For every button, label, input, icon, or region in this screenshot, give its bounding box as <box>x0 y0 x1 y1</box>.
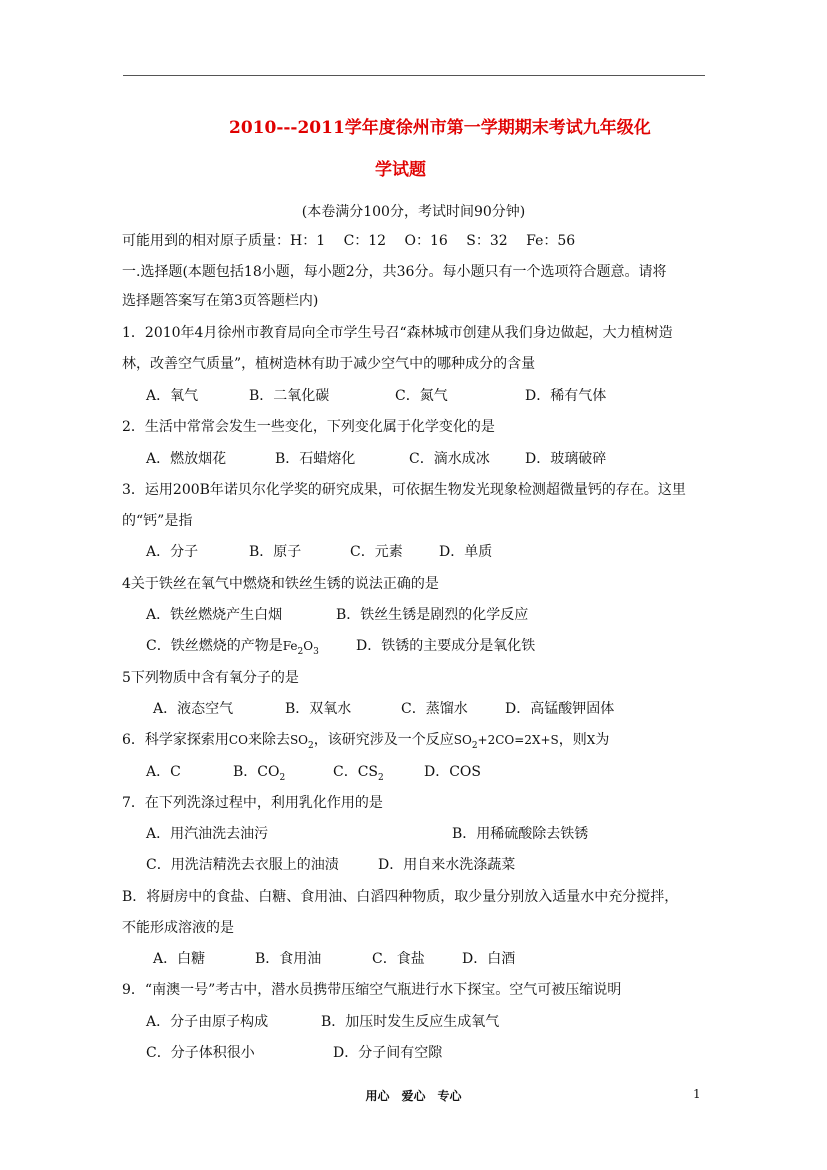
q6-so-sub: 2 <box>308 740 314 751</box>
q6-so: SO <box>289 733 309 747</box>
question-8-line-2: 不能形成溶液的是 <box>122 920 234 936</box>
q6-option-d: D．COS <box>424 764 482 780</box>
question-7-line-1: 7．在下列洗涤过程中，利用乳化作用的是 <box>122 795 383 811</box>
q6-text-1: 6．科学家探索用 <box>122 732 229 748</box>
q1-option-c: C．氮气 <box>395 388 448 404</box>
q6-x: X <box>586 733 596 747</box>
q4-formula-fe: Fe <box>282 639 298 653</box>
q2-option-d: D．玻璃破碎 <box>525 451 607 467</box>
q6-option-b-sub: 2 <box>279 772 286 783</box>
q6-reaction-sub: 2 <box>471 740 478 751</box>
q5-option-c: C．蒸馏水 <box>401 701 468 717</box>
q4-option-c-text: C．铁丝燃烧的产物是 <box>146 638 283 654</box>
q9-option-d: D．分子间有空隙 <box>333 1045 443 1061</box>
atomic-masses: 可能用到的相对原子质量：H：1 C：12 O：16 S：32 Fe：56 <box>122 233 576 249</box>
question-6-line-1 <box>122 731 609 755</box>
question-4-line-1: 4关于铁丝在氧气中燃烧和铁丝生锈的说法正确的是 <box>122 576 439 592</box>
q6-option-b <box>233 763 285 787</box>
q9-option-a: A．分子由原子构成 <box>146 1014 269 1030</box>
q1-option-b: B．二氧化碳 <box>249 388 330 404</box>
q4-formula-sub-3: 3 <box>313 646 319 657</box>
q3-option-a: A．分子 <box>146 544 199 560</box>
question-5-line-1: 5下列物质中含有氧分子的是 <box>122 670 299 686</box>
q6-option-c-sub: 2 <box>378 772 384 783</box>
q6-option-c <box>333 763 384 787</box>
q4-option-d: D．铁锈的主要成分是氧化铁 <box>356 638 536 654</box>
q6-co: CO <box>228 733 248 747</box>
question-9-line-1: 9．“南澳一号”考古中，潜水员携带压缩空气瓶进行水下探宝。空气可被压缩说明 <box>122 982 622 998</box>
q6-text-3: ，该研究涉及一个反应 <box>313 732 454 748</box>
q6-text-2: 来除去 <box>247 732 290 748</box>
q5-option-a: A．液态空气 <box>153 701 234 717</box>
q8-option-a: A．白糖 <box>153 951 206 967</box>
question-3-line-2: 的“钙”是指 <box>122 513 193 529</box>
question-2-line-1: 2．生活中常常会发生一些变化，下列变化属于化学变化的是 <box>122 419 495 435</box>
q1-option-a: A．氧气 <box>146 388 199 404</box>
question-1-line-1: 1．2010年4月徐州市教育局向全市学生号召“森林城市创建从我们身边做起，大力植树造 <box>122 325 673 341</box>
q7-option-b: B．用稀硫酸除去铁锈 <box>452 826 589 842</box>
q3-option-b: B．原子 <box>249 544 302 560</box>
q7-option-a: A．用汽油洗去油污 <box>146 826 269 842</box>
q4-option-b: B．铁丝生锈是剧烈的化学反应 <box>336 607 529 623</box>
q5-option-b: B．双氧水 <box>285 701 352 717</box>
section-instructions-1: 一.选择题(本题包括18小题，每小题2分，共36分。每小题只有一个选项符合题意。请将 <box>122 264 667 280</box>
q9-option-c: C．分子体积很小 <box>146 1045 255 1061</box>
q9-option-b: B．加压时发生反应生成氧气 <box>321 1014 500 1030</box>
q6-reaction-so: SO <box>453 733 472 747</box>
q1-option-d: D．稀有气体 <box>525 388 607 404</box>
q4-option-c <box>146 637 319 661</box>
page-number: 1 <box>693 1087 701 1101</box>
q8-option-c: C．食盐 <box>372 951 425 967</box>
q3-option-c: C．元素 <box>350 544 403 560</box>
q2-option-a: A．燃放烟花 <box>146 451 227 467</box>
q6-reaction-rest: +2CO=2X+S <box>477 733 559 747</box>
page-footer: 用心 爱心 专心 <box>365 1089 462 1103</box>
q2-option-c: C．滴水成冰 <box>409 451 490 467</box>
q6-text-5: 为 <box>595 732 610 748</box>
title-line-2: 学试题 <box>375 160 426 180</box>
q2-option-b: B．石蜡熔化 <box>275 451 356 467</box>
q6-option-b-text: B．CO <box>233 764 280 780</box>
q4-formula-sub-2: 2 <box>297 646 304 657</box>
question-3-line-1: 3．运用200B年诺贝尔化学奖的研究成果，可依据生物发光现象检测超微量钙的存在。这里 <box>122 482 686 498</box>
q7-option-c: C．用洗洁精洗去衣服上的油渍 <box>146 857 339 873</box>
subtitle: (本卷满分100分，考试时间90分钟) <box>301 204 526 220</box>
q4-formula-o: O <box>303 639 314 653</box>
header-rule <box>123 75 705 76</box>
q6-option-a: A．C <box>146 764 181 780</box>
question-8-line-1: B．将厨房中的食盐、白糖、食用油、白滔四种物质，取少量分别放入适量水中充分搅拌， <box>122 889 679 905</box>
q6-text-4: ，则 <box>558 732 587 748</box>
q8-option-d: D．白酒 <box>462 951 516 967</box>
title-line-1: 2010---2011学年度徐州市第一学期期末考试九年级化 <box>229 118 651 138</box>
q3-option-d: D．单质 <box>439 544 493 560</box>
q6-option-c-text: C．CS <box>333 764 379 780</box>
q5-option-d: D．高锰酸钾固体 <box>505 701 615 717</box>
q7-option-d: D．用自来水洗涤蔬菜 <box>378 857 516 873</box>
question-1-line-2: 林，改善空气质量”，植树造林有助于减少空气中的哪种成分的含量 <box>122 356 536 372</box>
q4-option-a: A．铁丝燃烧产生白烟 <box>146 607 283 623</box>
section-instructions-2: 选择题答案写在第3页答题栏内) <box>122 293 319 309</box>
q8-option-b: B．食用油 <box>255 951 322 967</box>
